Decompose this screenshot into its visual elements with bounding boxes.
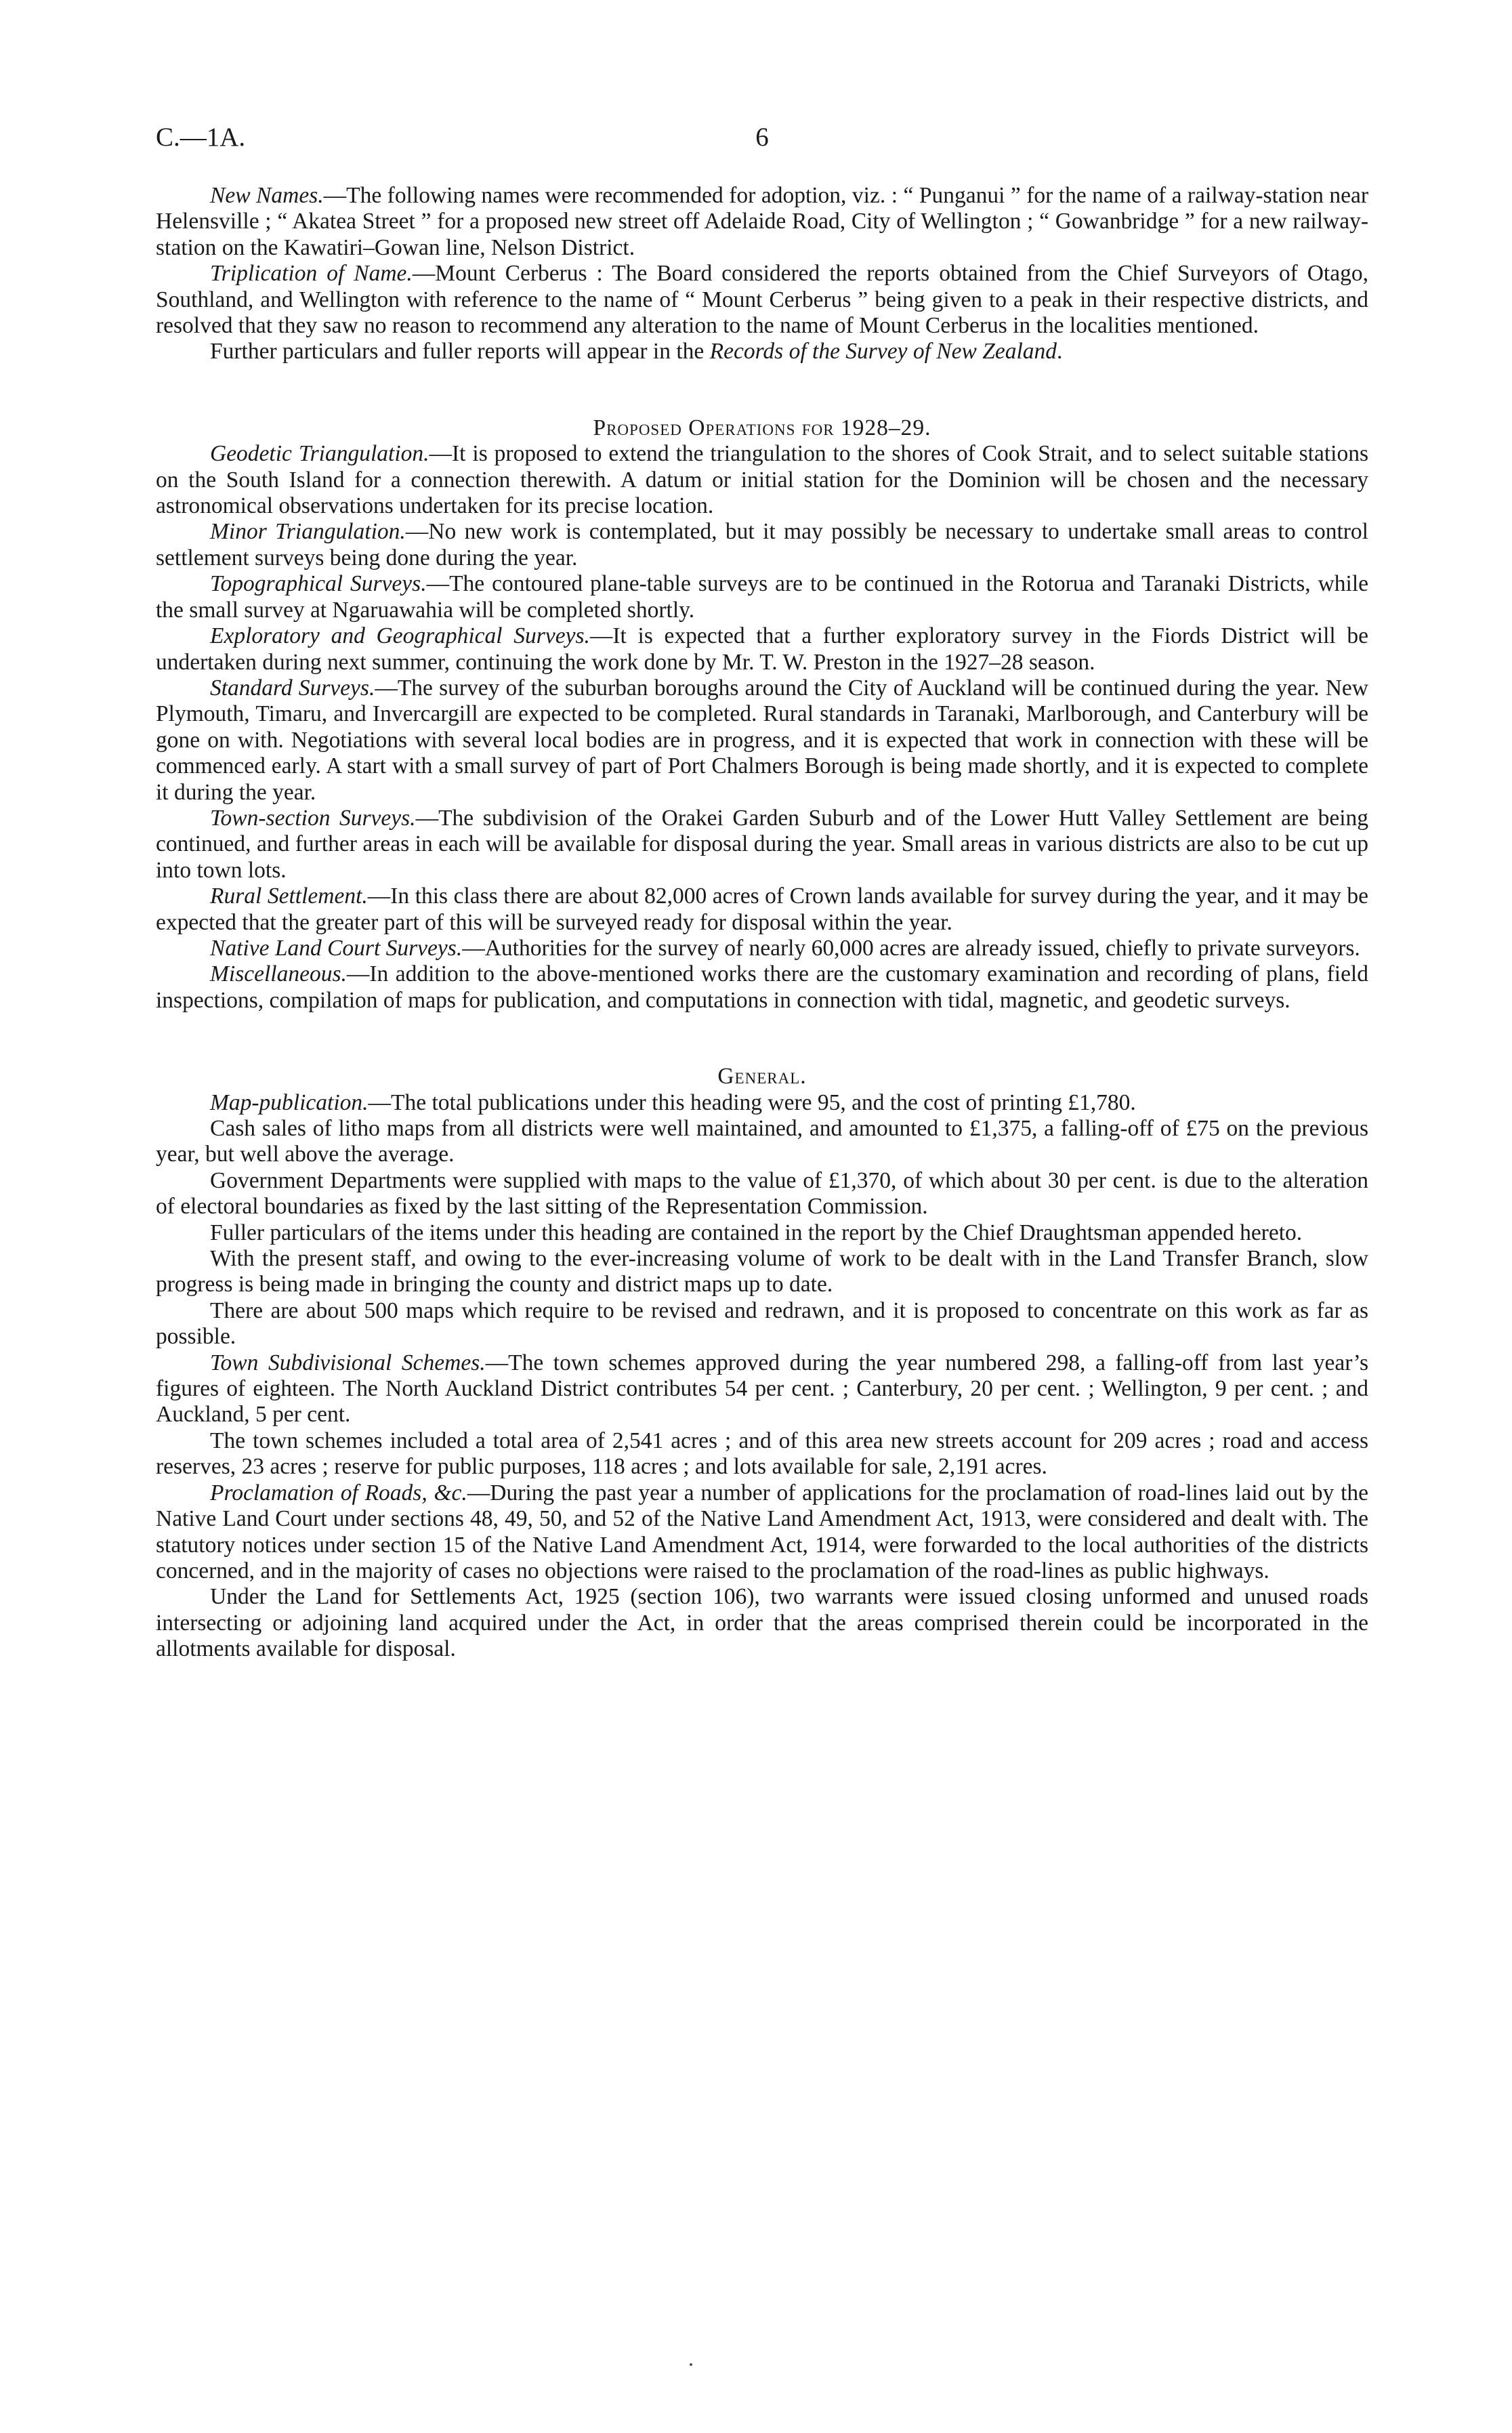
paragraph-text: Government Departments were supplied with maps to the value of £1,370, of which about 30 per cent. is due to the alteration of electoral boundaries as fixed by the last sitting of the Representation Commission. [156, 1167, 1368, 1220]
paragraph-text: —In this class there are about 82,000 acres of Crown lands available for survey during the year, and it may be expected that the greater part of this will be surveyed ready for disposal within the year. [156, 883, 1368, 935]
paragraph [156, 1246, 1368, 1298]
paragraph-text: —No new work is contemplated, but it may possibly be necessary to undertake small areas to control settlement surveys being done during the year. [156, 519, 1368, 570]
paragraph-tail: . [1057, 339, 1063, 365]
paragraph [156, 571, 1368, 623]
document-code: C.—1A. [156, 123, 246, 152]
paragraph-lead: Map-publication. [210, 1089, 369, 1115]
paragraph-text: —Mount Cerberus : The Board considered the reports obtained from the Chief Surveyors of Otago, Southland, and Wellington with reference to the name of “ Mount Cerberus ” being given to a peak in their respective districts, and resolved that they saw no reason to recommend any alteration to the name of Mount Cerberus in the localities mentioned. [156, 261, 1368, 339]
paragraph [156, 261, 1368, 339]
paragraph [156, 1168, 1368, 1220]
page-speck [690, 2363, 692, 2366]
paragraph [156, 1090, 1368, 1116]
paragraph-text: Further particulars and fuller reports will appear in the [210, 339, 710, 365]
paragraph [156, 936, 1368, 961]
paragraph-text: —Authorities for the survey of nearly 60,000 acres are already issued, chiefly to private surveyors. [462, 935, 1360, 961]
paragraph-lead: Proclamation of Roads, &c. [210, 1480, 467, 1505]
paragraph-text: —The following names were recommended for adoption, viz. : “ Punganui ” for the name of a railway-station near Helensville ; “ Akatea Street ” for a proposed new street off Adelaide Road, City of Wellington ; “ Gowanbridge ” for a new railway-station on the Kawatiri–Gowan line, Nelson District. [156, 183, 1368, 260]
page-header [156, 122, 1368, 163]
paragraph [156, 961, 1368, 1014]
paragraph-lead: Minor Triangulation. [210, 519, 406, 545]
section-general [156, 1090, 1368, 1663]
page-number: 6 [755, 123, 769, 152]
paragraph-lead: Triplication of Name. [210, 261, 413, 287]
paragraph-text: —In addition to the above-mentioned works there are the customary examination and recording of plans, field inspections, compilation of maps for publication, and computations in connection with tidal, magnetic, and geodetic surveys. [156, 961, 1368, 1013]
paragraph [156, 623, 1368, 675]
paragraph [156, 1480, 1368, 1585]
paragraph-lead: Town Subdivisional Schemes. [210, 1350, 486, 1375]
paragraph [156, 1350, 1368, 1428]
paragraph [156, 519, 1368, 571]
paragraph-text: —The total publications under this heading were 95, and the cost of printing £1,780. [368, 1089, 1136, 1115]
paragraph [156, 1428, 1368, 1480]
paragraph-text: —The survey of the suburban boroughs around the City of Auckland will be continued during the year. New Plymouth, Timaru, and Invercargill are expected to be completed. Rural standards in Taranaki, Marlborough, and Canterbury will be gone on with. Negotiations with several local bodies are in progress, and it is expected that work in connection with these will be commenced early. A start with a small survey of part of Port Chalmers Borough is being made shortly, and it is expected to complete it during the year. [156, 675, 1368, 805]
paragraph [156, 441, 1368, 519]
paragraph [156, 883, 1368, 936]
paragraph-lead: Miscellaneous. [210, 961, 347, 987]
section-heading-proposed-operations: Proposed Operations for 1928–29. [593, 415, 931, 440]
section-heading-general: General. [717, 1064, 807, 1089]
paragraph-text: —The subdivision of the Orakei Garden Suburb and of the Lower Hutt Valley Settlement are being continued, and further areas in each will be available for disposal during the year. Small areas in various districts are also to be cut up into town lots. [156, 805, 1368, 883]
paragraph [156, 339, 1368, 365]
section-names [156, 183, 1368, 365]
paragraph-lead: Standard Surveys. [210, 675, 375, 701]
paragraph-text: —The contoured plane-table surveys are to be continued in the Rotorua and Taranaki Districts, while the small survey at Ngaruawahia will be completed shortly. [156, 571, 1368, 623]
paragraph [156, 1220, 1368, 1246]
paragraph-lead: Town-section Surveys. [210, 805, 416, 831]
paragraph [156, 806, 1368, 883]
paragraph [156, 675, 1368, 806]
paragraph-text: —During the past year a number of applications for the proclamation of road-lines laid out by the Native Land Court under sections 48, 49, 50, and 52 of the Native Land Amendment Act, 1913, were considered and dealt with. The statutory notices under section 15 of the Native Land Amendment Act, 1914, were forwarded to the local authorities of the districts concerned, and in the majority of cases no objections were raised to the proclamation of the road-lines as public highways. [156, 1480, 1368, 1583]
paragraph-lead: New Names. [210, 183, 324, 208]
paragraph-text: The town schemes included a total area of 2,541 acres ; and of this area new streets account for 209 acres ; road and access reserves, 23 acres ; reserve for public purposes, 118 acres ; and lots available for sale, 2,191 acres. [156, 1428, 1368, 1480]
page-body [156, 183, 1368, 1663]
paragraph-lead: Native Land Court Surveys. [210, 935, 463, 961]
paragraph-lead: Topographical Surveys. [210, 571, 427, 597]
paragraph-text: —The town schemes approved during the year numbered 298, a falling-off from last year’s figures of eighteen. The North Auckland District contributes 54 per cent. ; Canterbury, 20 per cent. ; Wellington, 9 per cent. ; and Auckland, 5 per cent. [156, 1350, 1369, 1428]
paragraph [156, 183, 1368, 261]
paragraph-text: With the present staff, and owing to the ever-increasing volume of work to be dealt with in the Land Transfer Branch, slow progress is being made in bringing the county and district maps up to date. [156, 1246, 1368, 1297]
paragraph-text: Fuller particulars of the items under this heading are contained in the report by the Chief Draughtsman appended hereto. [210, 1220, 1303, 1245]
paragraph-text: Under the Land for Settlements Act, 1925 (section 106), two warrants were issued closing unformed and unused roads intersecting or adjoining land acquired under the Act, in order that the areas comprised therein could be incorporated in the allotments available for disposal. [156, 1584, 1368, 1662]
paragraph-text: —It is proposed to extend the triangulation to the shores of Cook Strait, and to select suitable stations on the South Island for a connection therewith. A datum or initial station for the Dominion will be chosen and the necessary astronomical observations undertaken for its precise location. [156, 441, 1369, 519]
paragraph-text: There are about 500 maps which require to be revised and redrawn, and it is proposed to concentrate on this work as far as possible. [156, 1297, 1368, 1350]
paragraph-lead: Exploratory and Geographical Surveys. [210, 623, 590, 649]
paragraph-lead: Geodetic Triangulation. [210, 441, 429, 467]
paragraph [156, 1584, 1368, 1662]
paragraph-text: Cash sales of litho maps from all districts were well maintained, and amounted to £1,375, a falling-off of £75 on the previous year, but well above the average. [156, 1116, 1368, 1167]
paragraph [156, 1116, 1368, 1168]
section-proposed-operations [156, 441, 1368, 1014]
paragraph-text: —It is expected that a further exploratory survey in the Fiords District will be undertaken during next summer, continuing the work done by Mr. T. W. Preston in the 1927–28 season. [156, 623, 1368, 675]
paragraph-lead: Rural Settlement. [210, 883, 368, 909]
paragraph [156, 1298, 1368, 1350]
publication-title: Records of the Survey of New Zealand [709, 339, 1057, 365]
